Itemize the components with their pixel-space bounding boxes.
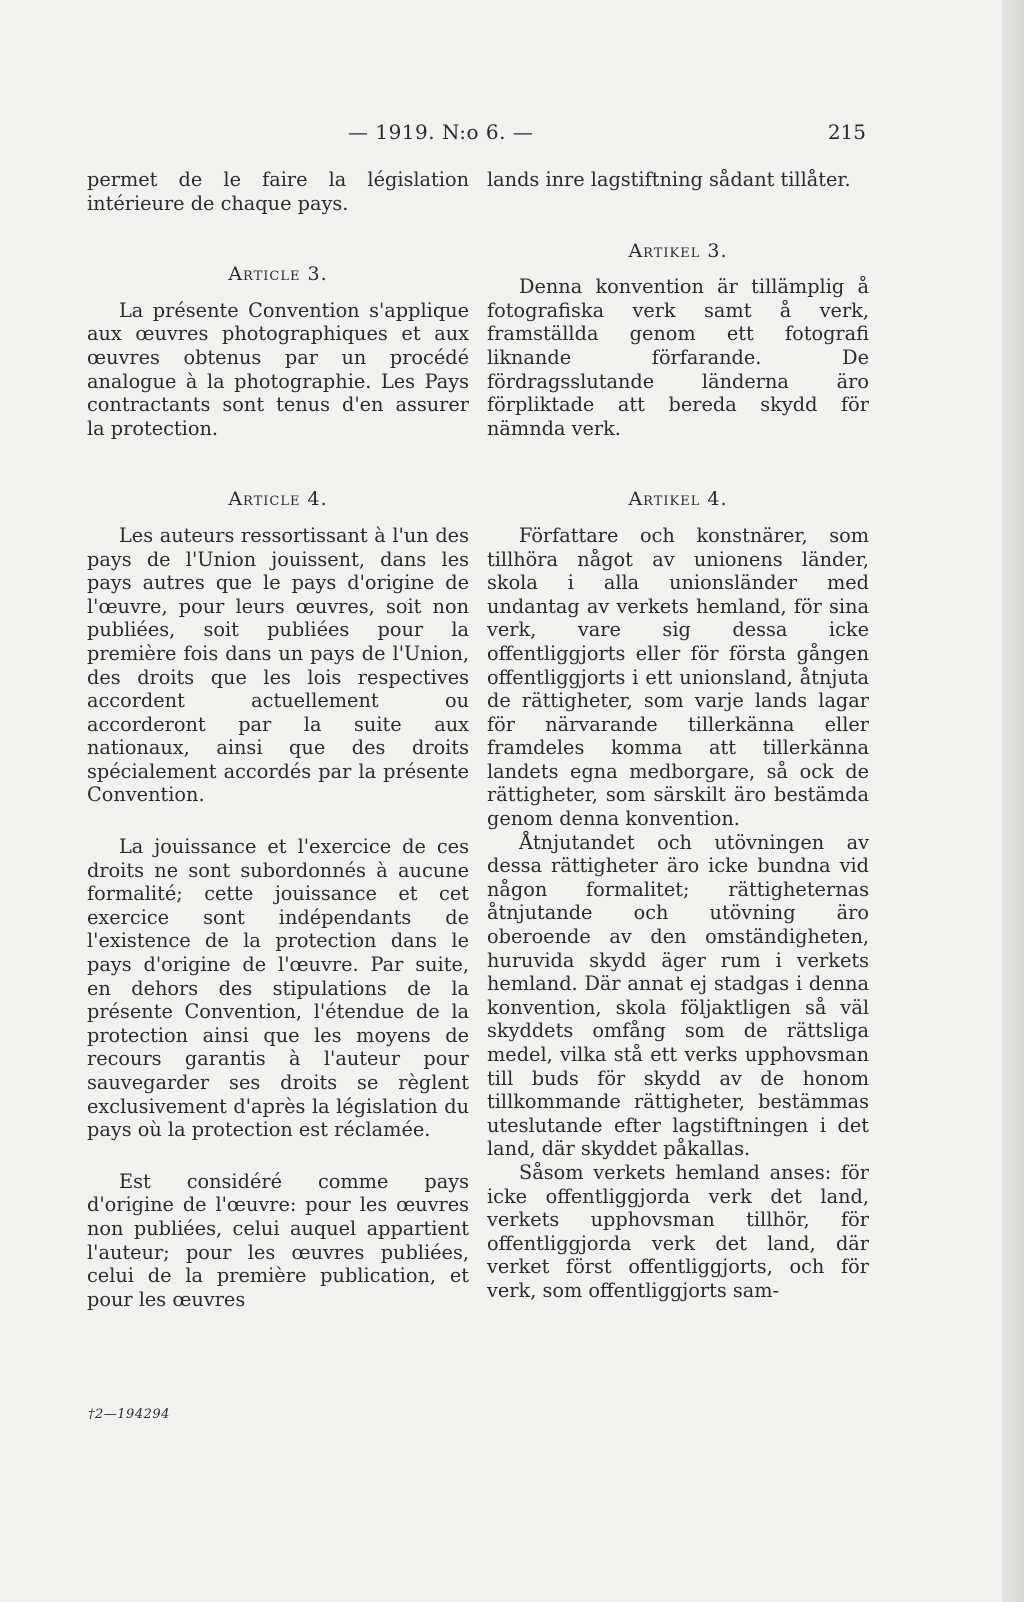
page-number: 215 <box>827 120 866 144</box>
printer-mark: †2—194294 <box>88 1407 170 1422</box>
swedish-article-3-heading: Artikel 3. <box>628 239 728 262</box>
swedish-continuation: lands inre lagstiftning sådant tillåter. <box>487 168 851 191</box>
french-article-3-heading: Article 3. <box>228 263 328 286</box>
page-edge-shadow <box>1002 0 1024 1602</box>
swedish-article-4-para-2: Åtnjutandet och utövningen av dessa rättigheter äro icke bundna vid någon formalitet; rättigheternas åtnjutande och utövning äro oberoende av den omständigheten, huruvida skydd äger rum i verkets hemland. Där annat ej stadgas i denna konvention, skola följaktligen så väl skyddets omfång som de rättsliga medel, vilka stå ett verks upphovsman till buds för skydd av de honom tillkommande rättigheter, bestämmas uteslutande efter lagstiftningen i det land, där skyddet påkallas. <box>487 830 869 1161</box>
header-title: — 1919. N:o 6. — <box>348 120 534 144</box>
french-article-4-para-3: Est considéré comme pays d'origine de l'œuvre: pour les œuvres non publiées, celui auquel appartient l'auteur; pour les œuvres publiées, celui de la première publication, et pour les œuvres <box>87 1169 469 1311</box>
swedish-article-4-heading: Artikel 4. <box>628 488 728 511</box>
swedish-article-3-text: Denna konvention är tillämplig å fotografiska verk samt å verk, framställda genom ett fotografi liknande förfarande. De fördragsslutande länderna äro förpliktade att bereda skydd för nämnda verk. <box>487 275 869 440</box>
french-article-4-heading: Article 4. <box>228 488 328 511</box>
french-continuation: permet de le faire la législation intérieure de chaque pays. <box>87 168 469 215</box>
swedish-article-4-para-3: Såsom verkets hemland anses: för icke offentliggjorda verk det land, verkets upphovsman tillhör, för offentliggjorda verk det land, där verket först offentliggjorts, och för verk, som offentliggjorts sam- <box>487 1160 869 1302</box>
french-column <box>87 168 469 1311</box>
french-article-4-para-2: La jouissance et l'exercice de ces droits ne sont subordonnés à aucune formalité; cette jouissance et cet exercice sont indépendants de l'existence de la protection dans le pays d'origine de l'œuvre. Par suite, en dehors des stipulations de la présente Convention, l'étendue de la protection ainsi que les moyens de recours garantis à l'auteur pour sauvegarder ses droits se règlent exclusivement d'après la législation du pays où la protection est réclamée. <box>87 835 469 1142</box>
french-article-3-text: La présente Convention s'applique aux œuvres photographiques et aux œuvres obtenus par un procédé analogue à la photographie. Les Pays contractants sont tenus d'en assurer la protection. <box>87 298 469 440</box>
running-header <box>80 120 870 150</box>
swedish-article-4-para-1: Författare och konstnärer, som tillhöra något av unionens länder, skola i alla unionsländer med undantag av verkets hemland, för sina verk, vare sig dessa icke offentliggjorts eller för första gången offentliggjorts i ett unionsland, åtnjuta de rättigheter, som varje lands lagar för närvarande tillerkänna eller framdeles komma att tillerkänna landets egna medborgare, så ock de rättigheter, som särskilt äro bestämda genom denna konvention. <box>487 523 869 831</box>
swedish-column <box>487 168 869 1303</box>
french-article-4-para-1: Les auteurs ressortissant à l'un des pays de l'Union jouissent, dans les pays autres que le pays d'origine de l'œuvre, pour leurs œuvres, soit non publiées, soit publiées pour la première fois dans un pays de l'Union, des droits que les lois respectives accordent actuellement ou accorderont par la suite aux nationaux, ainsi que des droits spécialement accordés par la présente Convention. <box>87 523 469 807</box>
